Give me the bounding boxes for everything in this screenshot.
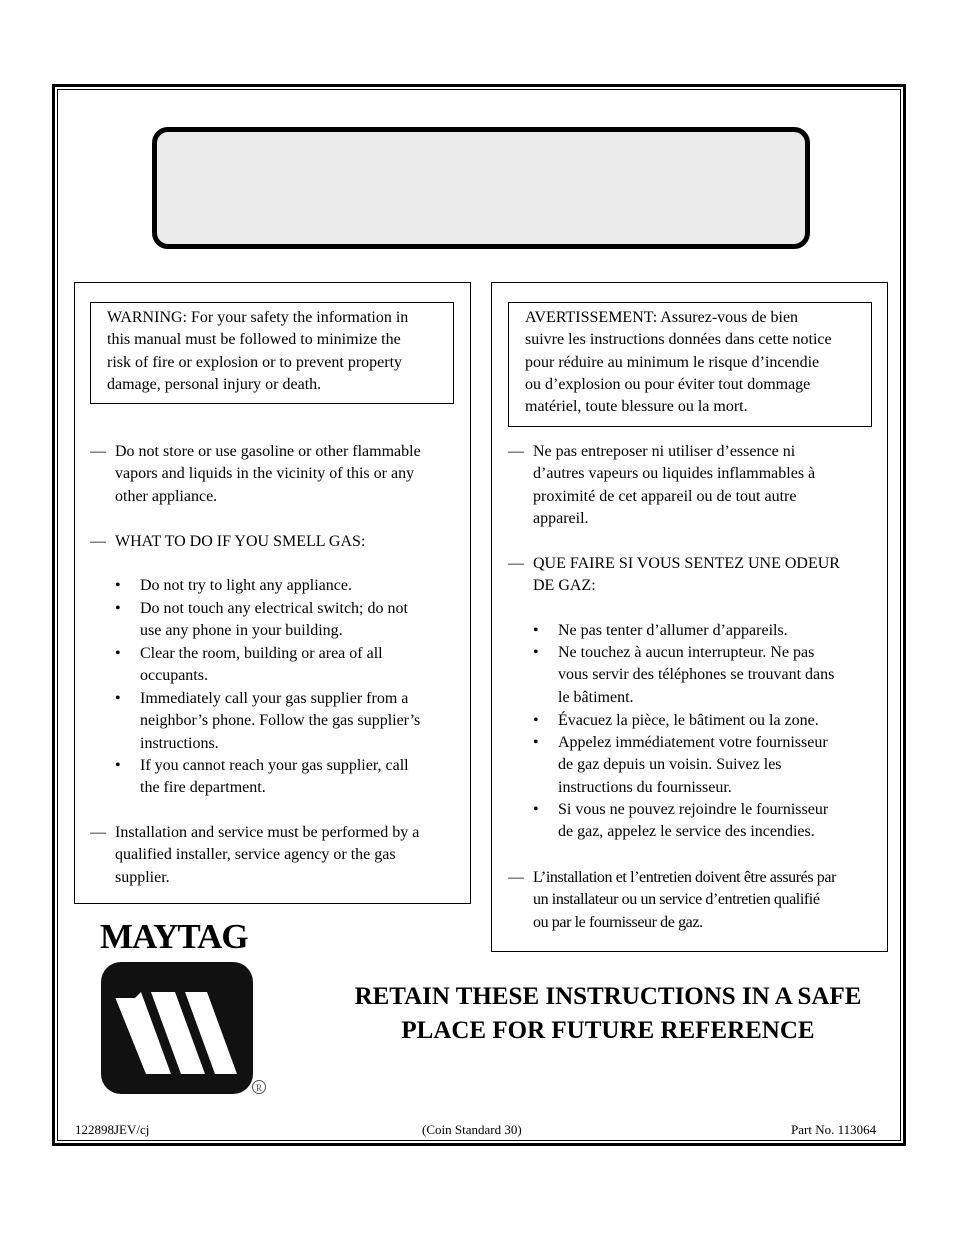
- english-item-no-gasoline: Do not store or use gasoline or other flammable vapors and liquids in the vicinity of this or any other appliance.: [115, 443, 421, 505]
- french-item-smell-gas: QUE FAIRE SI VOUS SENTEZ UNE ODEUR DE GAZ:: [533, 555, 840, 595]
- english-item-installation: Installation and service must be performed by a qualified installer, service agency or the gas supplier.: [115, 824, 420, 886]
- french-bullet: Appelez immédiatement votre fournisseur de gaz depuis un voisin. Suivez les instructions du fournisseur.: [558, 734, 828, 796]
- footer-part-number: Part No. 113064: [791, 1122, 877, 1137]
- french-item-no-gasoline: Ne pas entreposer ni utiliser d’essence ni d’autres vapeurs ou liquides inflammables à proximité de cet appareil ou de tout autre appareil.: [533, 443, 816, 528]
- french-item-installation: L’installation et l’entretien doivent être assurés par un installateur ou un service d’entretien qualifié ou par le fournisseur de gaz.: [533, 869, 837, 931]
- bullet-glyph: •: [533, 622, 539, 639]
- english-bullet: Immediately call your gas supplier from a neighbor’s phone. Follow the gas supplier’s instructions.: [140, 690, 421, 752]
- english-bullet: Do not try to light any appliance.: [140, 577, 352, 594]
- bullet-glyph: •: [115, 645, 121, 662]
- dash-glyph: —: [508, 555, 524, 572]
- bullet-glyph: •: [533, 734, 539, 751]
- bullet-glyph: •: [115, 757, 121, 774]
- french-bullet: Évacuez la pièce, le bâtiment ou la zone.: [558, 712, 819, 729]
- footer-model: (Coin Standard 30): [422, 1122, 522, 1137]
- retain-line-1: RETAIN THESE INSTRUCTIONS IN A SAFE: [354, 983, 862, 1010]
- bullet-glyph: •: [533, 801, 539, 818]
- bullet-glyph: •: [533, 644, 539, 661]
- dash-glyph: —: [90, 533, 106, 550]
- french-warning-text: AVERTISSEMENT: Assurez-vous de bien suivre les instructions données dans cette notice pour réduire au minimum le risque d’incendie ou d’explosion ou pour éviter tout dommage matériel, toute blessure ou la mort.: [525, 309, 832, 416]
- bullet-glyph: •: [115, 577, 121, 594]
- maytag-m-logo-icon: [101, 962, 253, 1094]
- maytag-logo-wordmark: MAYTAG: [100, 917, 248, 956]
- english-bullet: If you cannot reach your gas supplier, call the fire department.: [140, 757, 409, 797]
- retain-line-2: PLACE FOR FUTURE REFERENCE: [401, 1017, 815, 1044]
- english-warning-text: WARNING: For your safety the information in this manual must be followed to minimize the risk of fire or explosion or to prevent property damage, personal injury or death.: [107, 309, 409, 393]
- english-item-smell-gas: WHAT TO DO IF YOU SMELL GAS:: [115, 533, 366, 550]
- dash-glyph: —: [90, 824, 106, 841]
- french-warning-box: [508, 302, 872, 427]
- bullet-glyph: •: [115, 600, 121, 617]
- bullet-glyph: •: [533, 712, 539, 729]
- english-warning-box: [90, 302, 454, 404]
- footer-doc-code: 122898JEV/cj: [75, 1122, 150, 1137]
- dash-glyph: —: [508, 869, 524, 886]
- dash-glyph: —: [90, 443, 106, 460]
- french-bullet: Ne touchez à aucun interrupteur. Ne pas vous servir des téléphones se trouvant dans le bâtiment.: [558, 644, 835, 706]
- english-bullet: Do not touch any electrical switch; do not use any phone in your building.: [140, 600, 408, 640]
- english-bullet: Clear the room, building or area of all occupants.: [140, 645, 383, 685]
- retain-notice: [318, 980, 898, 1048]
- dash-glyph: —: [508, 443, 524, 460]
- bullet-glyph: •: [115, 690, 121, 707]
- french-bullet: Si vous ne pouvez rejoindre le fournisseur de gaz, appelez le service des incendies.: [558, 801, 829, 841]
- french-bullet: Ne pas tenter d’allumer d’appareils.: [558, 622, 788, 639]
- title-box: [152, 127, 810, 249]
- registered-mark-icon: R: [252, 1080, 266, 1094]
